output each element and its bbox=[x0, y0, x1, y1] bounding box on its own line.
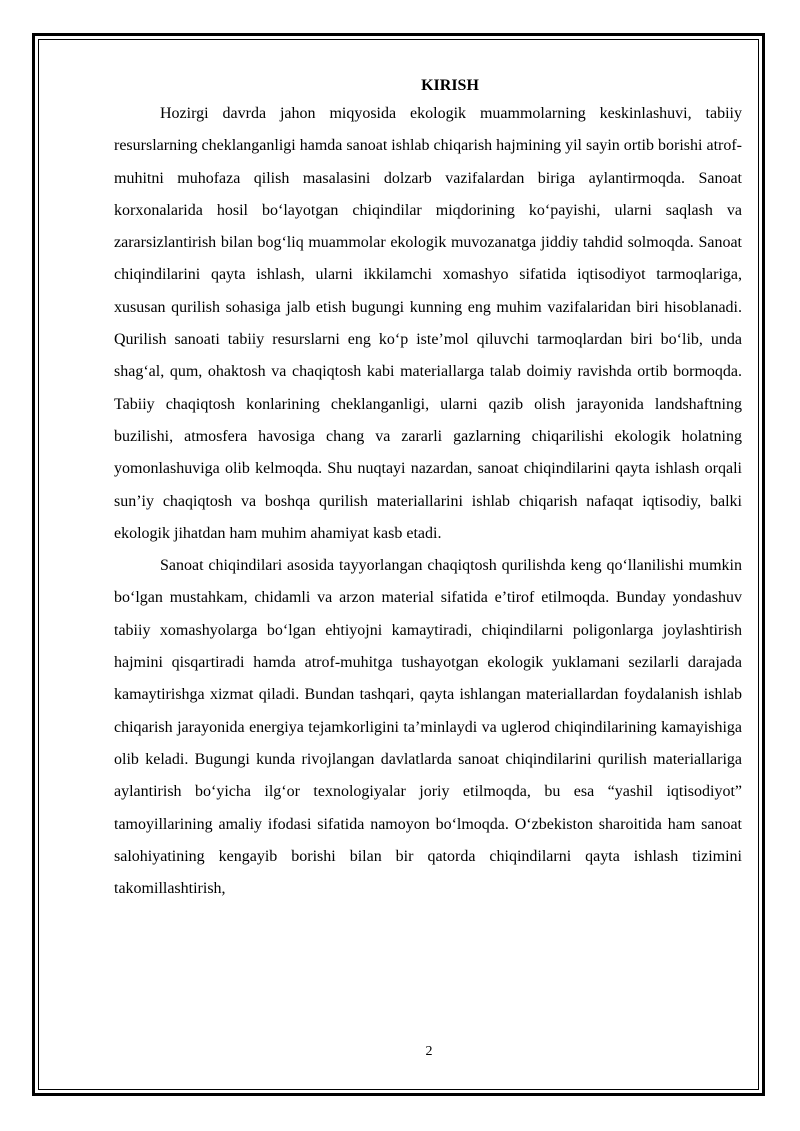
paragraph-2: Sanoat chiqindilari asosida tayyorlangan chaqiqtosh qurilishda keng qo‘llanilishi mumkin bo‘lgan mustahkam, chidamli va arzon material sifatida e’tirof etilmoqda. Bunday yondashuv tabiiy xomashyolarga bo‘lgan ehtiyojni kamaytiradi, chiqindilarni poligonlarga joylashtirish hajmini qisqartiradi hamda atrof-muhitga tushayotgan ekologik yuklamani sezilarli darajada kamaytirishga xizmat qiladi. Bundan tashqari, qayta ishlangan materiallardan foydalanish ishlab chiqarish jarayonida energiya tejamkorligini ta’minlaydi va uglerod chiqindilarining kamayishiga olib keladi. Bugungi kunda rivojlangan davlatlarda sanoat chiqindilarini qurilish materiallariga aylantirish bo‘yicha ilg‘or texnologiyalar joriy etilmoqda, bu esa “yashil iqtisodiyot” tamoyillarining amaliy ifodasi sifatida namoyon bo‘lmoqda. O‘zbekiston sharoitida ham sanoat salohiyatining kengayib borishi bilan bir qatorda chiqindilarni qayta ishlash tizimini takomillashtirish, bbox=[114, 557, 742, 898]
page-number: 2 bbox=[425, 1044, 433, 1059]
document-body bbox=[114, 74, 742, 905]
section-title: KIRISH bbox=[421, 77, 479, 94]
paragraph-1: Hozirgi davrda jahon miqyosida ekologik muammolarning keskinlashuvi, tabiiy resurslarning cheklanganligi hamda sanoat ishlab chiqarish hajmining yil sayin ortib borishi atrof-muhitni muhofaza qilish masalasini dolzarb vazifalardan biriga aylantirmoqda. Sanoat korxonalarida hosil bo‘layotgan chiqindilar miqdorining ko‘payishi, ularni saqlash va zararsizlantirish bilan bog‘liq muammolar ekologik muvozanatga jiddiy tahdid solmoqda. Sanoat chiqindilarini qayta ishlash, ularni ikkilamchi xomashyo sifatida iqtisodiyot tarmoqlariga, xususan qurilish sohasiga jalb etish bugungi kunning eng muhim vazifalaridan biri hisoblanadi. Qurilish sanoati tabiiy resurslarni eng ko‘p iste’mol qiluvchi tarmoqlardan biri bo‘lib, unda shag‘al, qum, ohaktosh va chaqiqtosh kabi materiallarga talab doimiy ravishda ortib bormoqda. Tabiiy chaqiqtosh konlarining cheklanganligi, ularni qazib olish jarayonida landshaftning buzilishi, atmosfera havosiga chang va zararli gazlarning chiqarilishi ekologik holatning yomonlashuviga olib kelmoqda. Shu nuqtayi nazardan, sanoat chiqindilarini qayta ishlash orqali sun’iy chaqiqtosh va boshqa qurilish materiallarini ishlab chiqarish nafaqat iqtisodiy, balki ekologik jihatdan ham muhim ahamiyat kasb etadi. bbox=[114, 105, 742, 542]
